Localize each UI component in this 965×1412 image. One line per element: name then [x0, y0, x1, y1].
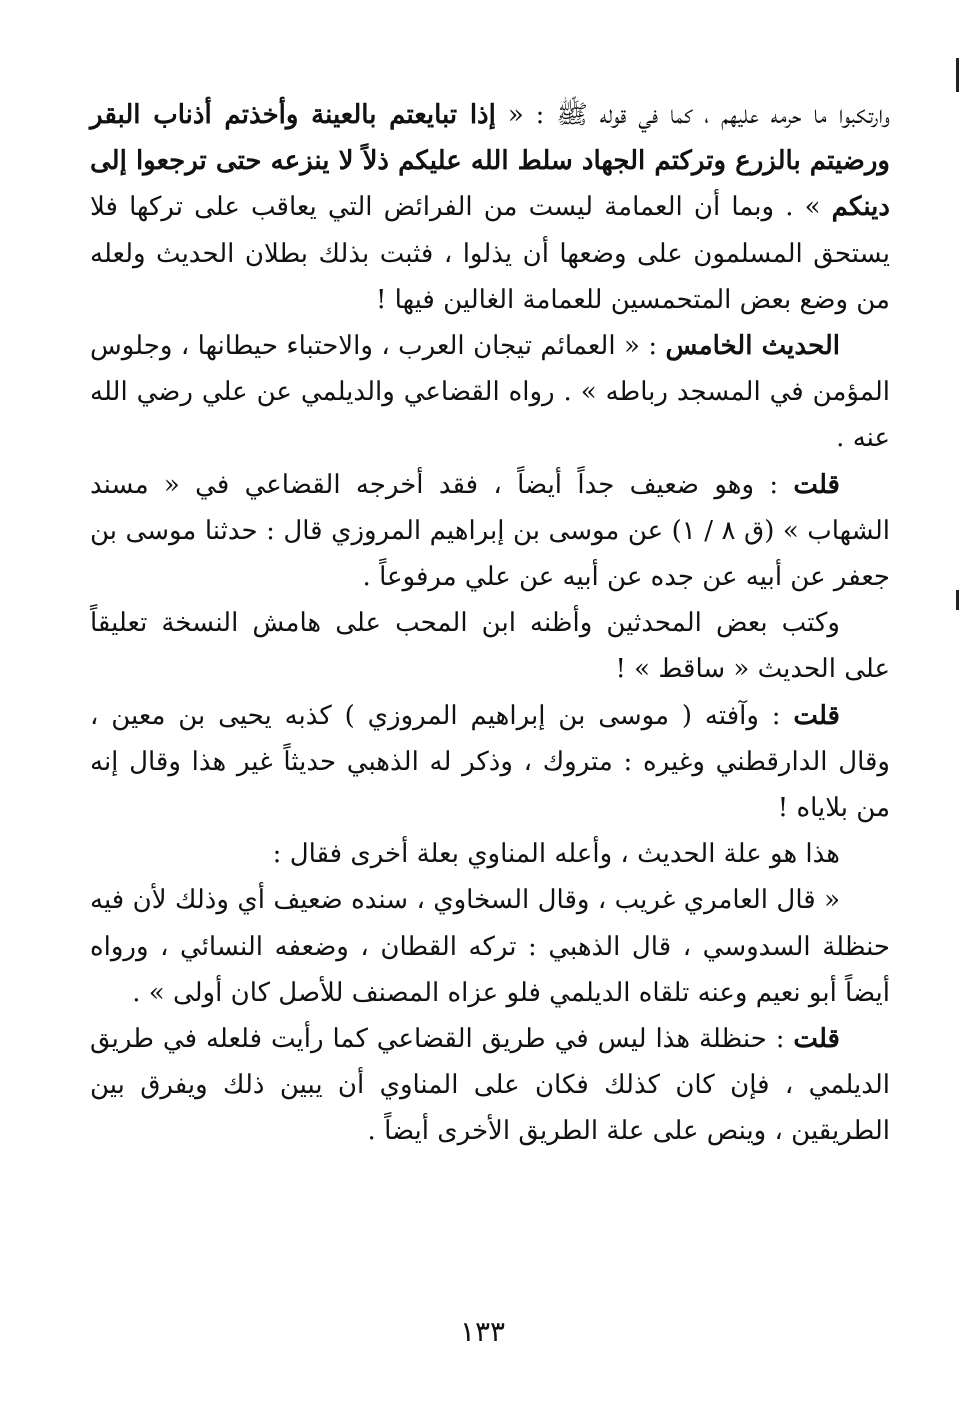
- page-body-text: [90, 92, 890, 1155]
- text-run: : « العمائم تيجان العرب ، والاحتباء حيطانها ، وجلوس المؤمن في المسجد رباطه » . رواه القضاعي والديلمي عن علي رضي الله عنه .: [90, 331, 890, 454]
- text-run: : وهو ضعيف جداً أيضاً ، فقد أخرجه القضاعي في « مسند الشهاب » (ق ٨ / ١) عن موسى بن إبراهيم المروزي قال : حدثنا موسى بن جعفر عن أبيه عن جده عن أبيه عن علي مرفوعاً .: [90, 469, 890, 593]
- scan-edge-mark: [956, 590, 959, 610]
- scan-edge-mark: [956, 58, 959, 92]
- paragraph-p2: [90, 323, 890, 462]
- text-run: وارتكبوا ما حرمه عليهم ، كما في قوله ﷺ : «: [495, 100, 891, 130]
- bold-text-run: إذا تبايعتم بالعينة وأخذتم أذناب البقر ورضيتم بالزرع وتركتم الجهاد سلط الله عليكم ذلاً لا ينزعه حتى ترجعوا إلى دينكم: [90, 100, 890, 223]
- paragraph-p7: [90, 877, 890, 1016]
- paragraph-p4: [90, 600, 890, 692]
- text-run: هذا هو علة الحديث ، وأعله المناوي بعلة أخرى فقال :: [272, 839, 840, 870]
- bold-text-run: قلت: [793, 1024, 840, 1055]
- bold-text-run: الحديث الخامس: [665, 331, 840, 362]
- page-number: ١٣٣: [459, 1315, 506, 1348]
- text-run: : وآفته ( موسى بن إبراهيم المروزي ) كذبه يحيى بن معين ، وقال الدارقطني وغيره : متروك ، وذكر له الذهبي حديثاً غير هذا وقال إنه من بلاياه !: [90, 700, 890, 824]
- paragraph-p5: [90, 693, 890, 832]
- text-run: « قال العامري غريب ، وقال السخاوي ، سنده ضعيف أي وذلك لأن فيه حنظلة السدوسي ، قال الذهبي : تركه القطان ، وضعفه النسائي ، ورواه أيضاً أبو نعيم وعنه تلقاه الديلمي فلو عزاه المصنف للأصل كان أولى » .: [90, 885, 890, 1008]
- text-run: وكتب بعض المحدثين وأظنه ابن المحب على هامش النسخة تعليقاً على الحديث « ساقط » !: [90, 608, 890, 685]
- paragraph-p6: [90, 831, 890, 877]
- paragraph-p8: [90, 1016, 890, 1155]
- text-run: » . وبما أن العمامة ليست من الفرائض التي يعاقب على تركها فلا يستحق المسلمون على وضعها أن يذلوا ، فثبت بذلك بطلان الحديث ولعله من وضع بعض المتحمسين للعمامة الغالين فيها !: [90, 192, 890, 315]
- paragraph-p3: [90, 462, 890, 601]
- bold-text-run: قلت: [793, 469, 840, 500]
- paragraph-p1: [90, 92, 890, 323]
- text-run: : حنظلة هذا ليس في طريق القضاعي كما رأيت فلعله في طريق الديلمي ، فإن كان كذلك فكان على المناوي أن يبين ذلك ويفرق بين الطريقين ، وينص على علة الطريق الأخرى أيضاً .: [90, 1024, 890, 1147]
- bold-text-run: قلت: [793, 700, 840, 731]
